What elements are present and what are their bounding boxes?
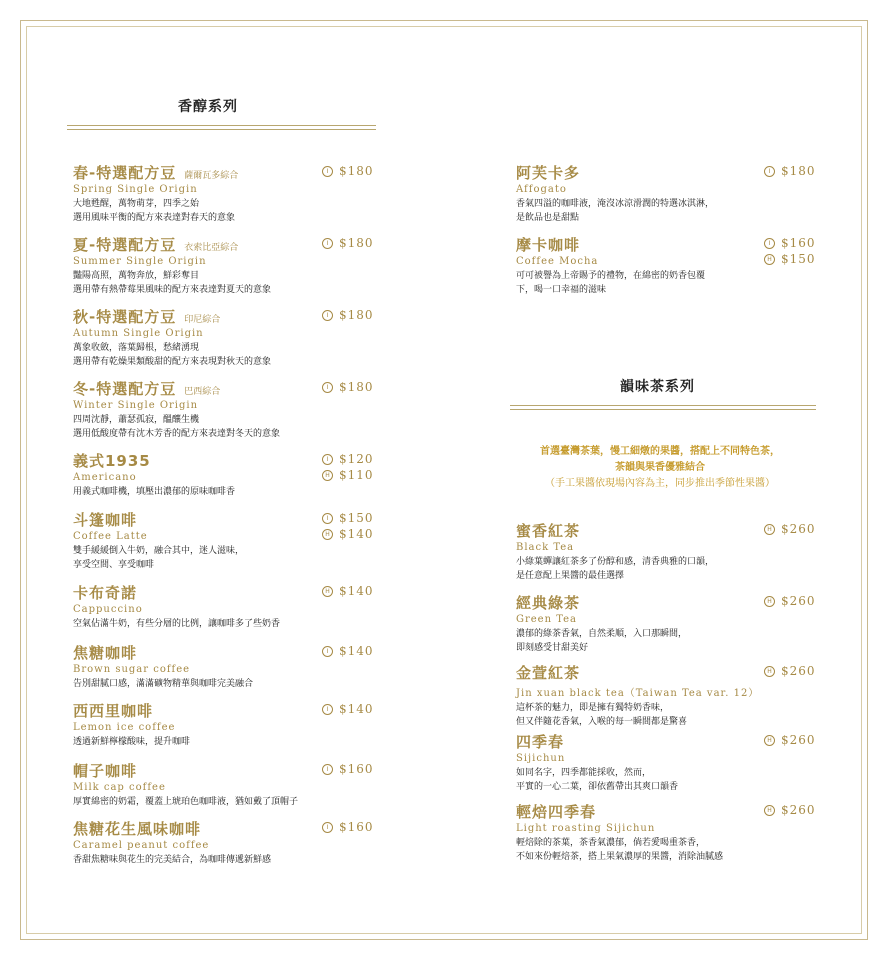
description-line: 即刻感受甘甜美好	[516, 643, 589, 653]
menu-item-english-name: Brown sugar coffee	[73, 664, 191, 675]
menu-item-header	[73, 162, 238, 183]
menu-item-english-name: Cappuccino	[73, 604, 143, 615]
price-value: $180	[781, 164, 816, 178]
menu-item-name: 西西里咖啡	[73, 702, 154, 720]
description-line: 是飲品也是甜點	[516, 213, 580, 223]
ice-badge-icon: I	[764, 166, 775, 177]
tea-intro-note: （手工果醬依現場內容為主，同步推出季節性果醬）	[545, 478, 775, 489]
menu-item-name: 秋-特選配方豆	[73, 308, 177, 326]
menu-item	[516, 162, 714, 225]
description-line: 四周沈靜，蕭瑟孤寂，醞釀生機	[73, 415, 200, 425]
price-value: $160	[781, 236, 816, 250]
menu-item-name: 金萱紅茶	[516, 664, 581, 682]
description-line: 用義式咖啡機，填壓出濃郁的原味咖啡香	[73, 487, 236, 497]
description-line: 濃郁的綠茶香氣，自然柔順，入口那瞬間，	[516, 629, 688, 639]
menu-item-name: 阿芙卡多	[516, 164, 581, 182]
menu-item-english-name: Sijichun	[516, 753, 566, 764]
description-line: 香氣四溢的咖啡液，淹沒冰涼滑潤的特選冰淇淋，	[516, 199, 715, 209]
price-row	[764, 522, 816, 536]
menu-item-header	[73, 700, 190, 721]
menu-item-header	[516, 162, 714, 183]
ice-badge-icon: I	[322, 764, 333, 775]
price-row	[764, 733, 816, 747]
ice-badge-icon: I	[322, 382, 333, 393]
hot-badge-icon: H	[322, 470, 333, 481]
price-row	[764, 594, 816, 608]
menu-item	[73, 450, 235, 499]
menu-item-origin: 印尼綜合	[184, 315, 221, 325]
menu-item	[73, 306, 271, 369]
menu-item-description	[73, 197, 238, 225]
price-value: $150	[339, 511, 374, 525]
menu-item-prices	[764, 236, 816, 268]
price-value: $140	[339, 584, 374, 598]
menu-item-name: 卡布奇諾	[73, 584, 138, 602]
menu-item-header	[73, 234, 271, 255]
menu-item	[516, 801, 723, 864]
description-line: 空氣佔滿牛奶，有些分層的比例，讓咖啡多了些奶香	[73, 619, 281, 629]
menu-item-description	[516, 836, 723, 864]
menu-item-prices	[764, 594, 816, 610]
menu-item-english-name: Autumn Single Origin	[73, 328, 204, 339]
menu-item	[516, 520, 714, 583]
menu-item-prices	[322, 644, 374, 660]
menu-item-english-name: Jin xuan black tea（Taiwan Tea var. 12）	[516, 688, 760, 699]
price-row	[322, 820, 374, 834]
menu-item-prices	[322, 164, 374, 180]
ice-badge-icon: I	[322, 454, 333, 465]
menu-item-prices	[322, 820, 374, 836]
menu-item	[73, 378, 280, 441]
price-row	[764, 664, 816, 678]
price-value: $180	[339, 308, 374, 322]
menu-item-prices	[764, 733, 816, 749]
menu-item-prices	[322, 702, 374, 718]
hot-badge-icon: H	[322, 529, 333, 540]
menu-item-name: 夏-特選配方豆	[73, 236, 177, 254]
menu-item-prices	[322, 236, 374, 252]
menu-item-header	[73, 818, 271, 839]
price-value: $260	[781, 664, 816, 678]
menu-item	[73, 162, 238, 225]
description-line: 但又伴隨花香氣，入喉的每一瞬間都是驚喜	[516, 717, 688, 727]
menu-item-header	[73, 642, 253, 663]
menu-item-description	[73, 413, 280, 441]
menu-item-english-name: Milk cap coffee	[73, 782, 166, 793]
menu-item-header	[73, 509, 244, 530]
menu-item	[73, 582, 280, 631]
price-value: $160	[339, 820, 374, 834]
ice-badge-icon: I	[322, 310, 333, 321]
tea-section-title: 韻味茶系列	[620, 379, 695, 395]
ice-badge-icon: I	[322, 166, 333, 177]
ice-badge-icon: I	[322, 238, 333, 249]
description-line: 豔陽高照，萬物奔放，鮮彩奪目	[73, 271, 200, 281]
menu-item-english-name: Light roasting Sijichun	[516, 823, 656, 834]
menu-item-description	[73, 269, 271, 297]
menu-item-english-name: Green Tea	[516, 614, 577, 625]
menu-item-name: 經典綠茶	[516, 594, 581, 612]
menu-item-description	[73, 544, 244, 572]
menu-item-description	[516, 269, 705, 297]
menu-item-description	[73, 341, 271, 369]
hot-badge-icon: H	[764, 596, 775, 607]
price-row	[322, 236, 374, 250]
hot-badge-icon: H	[764, 805, 775, 816]
menu-item-description	[73, 735, 190, 749]
menu-item	[73, 760, 298, 809]
description-line: 輕焙除的茶葉，茶香氣濃郁，倘若愛喝重茶香，	[516, 838, 706, 848]
menu-item-prices	[322, 584, 374, 600]
menu-item-english-name: Black Tea	[516, 542, 575, 553]
menu-item-description	[73, 677, 253, 691]
coffee-section-divider	[67, 125, 376, 130]
price-row	[322, 762, 374, 776]
price-row	[322, 164, 374, 178]
hot-badge-icon: H	[764, 524, 775, 535]
description-line: 厚實綿密的奶霜，覆蓋上琥珀色咖啡液，猶如戴了頂帽子	[73, 797, 299, 807]
price-row	[764, 236, 816, 250]
menu-item-description	[516, 701, 759, 729]
price-value: $150	[781, 252, 816, 266]
price-row	[322, 702, 374, 716]
hot-badge-icon: H	[322, 586, 333, 597]
menu-item-prices	[322, 511, 374, 543]
description-line: 雙手緩緩倒入牛奶，融合其中，迷人滋味，	[73, 546, 245, 556]
description-line: 香甜焦糖味與花生的完美結合，為咖啡傳遞新鮮感	[73, 855, 272, 865]
coffee-section-title: 香醇系列	[178, 99, 238, 115]
menu-item-name: 四季春	[516, 733, 565, 751]
description-line: 選用帶有熱帶莓果風味的配方來表達對夏天的意象	[73, 285, 272, 295]
price-value: $260	[781, 733, 816, 747]
tea-intro-line2: 茶韻與果香優雅結合	[615, 462, 705, 473]
price-row	[322, 584, 374, 598]
menu-item	[73, 234, 271, 297]
price-value: $110	[339, 468, 374, 482]
menu-item-name: 冬-特選配方豆	[73, 380, 177, 398]
ice-badge-icon: I	[764, 238, 775, 249]
price-value: $140	[339, 527, 374, 541]
price-value: $120	[339, 452, 374, 466]
menu-item-header	[73, 450, 235, 471]
description-line: 不如來份輕焙茶，搭上果氣濃厚的果醬，消除油膩感	[516, 852, 724, 862]
menu-item-header	[516, 234, 705, 255]
menu-item-english-name: Lemon ice coffee	[73, 722, 176, 733]
menu-item-prices	[322, 452, 374, 484]
description-line: 萬象收斂，落葉歸根，愁緒湧現	[73, 343, 200, 353]
menu-item	[73, 642, 253, 691]
menu-item-prices	[764, 522, 816, 538]
menu-item-prices	[322, 762, 374, 778]
menu-item-description	[516, 766, 678, 794]
description-line: 這杯茶的魅力，即是擁有獨特奶香味，	[516, 703, 670, 713]
description-line: 可可被譽為上帝賜予的禮物，在綿密的奶香包覆	[516, 271, 706, 281]
menu-item-description	[516, 627, 687, 655]
description-line: 選用帶有乾燥果類酸甜的配方來表現對秋天的意象	[73, 357, 272, 367]
menu-item-name: 焦糖咖啡	[73, 644, 138, 662]
menu-item-prices	[764, 803, 816, 819]
menu-item-header	[516, 520, 714, 541]
description-line: 選用風味平衡的配方來表達對春天的意象	[73, 213, 236, 223]
price-value: $180	[339, 380, 374, 394]
menu-item	[73, 509, 244, 572]
menu-item-header	[73, 306, 271, 327]
description-line: 透過新鮮檸檬酸味，提升咖啡	[73, 737, 191, 747]
description-line: 平實的一心二葉，卻依舊帶出其爽口韻香	[516, 782, 679, 792]
ice-badge-icon: I	[322, 646, 333, 657]
menu-item-english-name: Summer Single Origin	[73, 256, 207, 267]
menu-item-prices	[322, 380, 374, 396]
price-row	[322, 380, 374, 394]
price-row	[764, 803, 816, 817]
menu-item-header	[516, 592, 687, 613]
menu-item-english-name: Spring Single Origin	[73, 184, 198, 195]
price-row	[322, 308, 374, 322]
description-line: 告別甜膩口感，滿滿礦物精華與咖啡完美融合	[73, 679, 254, 689]
menu-item-header	[516, 801, 723, 822]
ice-badge-icon: I	[322, 513, 333, 524]
description-line: 大地甦醒，萬物萌芽，四季之始	[73, 199, 200, 209]
menu-item-name: 焦糖花生風味咖啡	[73, 820, 202, 838]
menu-item-origin: 薩爾瓦多綜合	[184, 171, 239, 181]
menu-item-header	[73, 378, 280, 399]
menu-item	[516, 592, 687, 655]
menu-item-header	[516, 662, 759, 683]
menu-item-name: 春-特選配方豆	[73, 164, 177, 182]
price-value: $140	[339, 702, 374, 716]
price-value: $160	[339, 762, 374, 776]
menu-item-name: 義式1935	[73, 452, 151, 470]
menu-item-prices	[764, 164, 816, 180]
menu-item-origin: 衣索比亞綜合	[184, 243, 239, 253]
menu-item-name: 帽子咖啡	[73, 762, 138, 780]
price-value: $180	[339, 236, 374, 250]
description-line: 選用低酸度帶有沈木芳香的配方來表達對冬天的意象	[73, 429, 281, 439]
menu-item-name: 斗篷咖啡	[73, 511, 138, 529]
hot-badge-icon: H	[764, 735, 775, 746]
ice-badge-icon: I	[322, 704, 333, 715]
price-value: $260	[781, 594, 816, 608]
price-value: $140	[339, 644, 374, 658]
menu-item	[516, 234, 705, 297]
menu-item-description	[516, 555, 714, 583]
menu-item	[73, 818, 271, 867]
menu-item-english-name: Coffee Mocha	[516, 256, 599, 267]
menu-item-prices	[764, 664, 816, 680]
tea-section-divider	[510, 405, 816, 410]
menu-item-header	[73, 760, 298, 781]
hot-badge-icon: H	[764, 666, 775, 677]
menu-item-prices	[322, 308, 374, 324]
price-value: $260	[781, 522, 816, 536]
menu-item-description	[73, 853, 271, 867]
tea-intro	[510, 444, 810, 492]
description-line: 下，喝一口幸福的滋味	[516, 285, 607, 295]
menu-item	[516, 731, 678, 794]
hot-badge-icon: H	[764, 254, 775, 265]
menu-item-english-name: Affogato	[516, 184, 567, 195]
price-value: $260	[781, 803, 816, 817]
price-row	[764, 164, 816, 178]
description-line: 是任意配上果醬的最佳選擇	[516, 571, 625, 581]
menu-item-english-name: Caramel peanut coffee	[73, 840, 210, 851]
menu-item	[516, 662, 759, 729]
menu-item-origin: 巴西綜合	[184, 387, 221, 397]
menu-item-name: 蜜香紅茶	[516, 522, 581, 540]
price-row	[322, 468, 374, 482]
menu-item-header	[73, 582, 280, 603]
menu-item-english-name: Americano	[73, 472, 137, 483]
price-row	[322, 644, 374, 658]
menu-item-name: 輕焙四季春	[516, 803, 597, 821]
menu-item-english-name: Coffee Latte	[73, 531, 148, 542]
menu-item-description	[73, 795, 298, 809]
price-value: $180	[339, 164, 374, 178]
price-row	[764, 252, 816, 266]
menu-item-name: 摩卡咖啡	[516, 236, 581, 254]
price-row	[322, 511, 374, 525]
description-line: 如同名字，四季都能採收，然而，	[516, 768, 652, 778]
description-line: 享受空間、享受咖啡	[73, 560, 155, 570]
ice-badge-icon: I	[322, 822, 333, 833]
menu-item	[73, 700, 190, 749]
menu-item-description	[73, 485, 235, 499]
price-row	[322, 527, 374, 541]
menu-item-english-name: Winter Single Origin	[73, 400, 199, 411]
menu-item-header	[516, 731, 678, 752]
menu-item-description	[516, 197, 714, 225]
menu-item-description	[73, 617, 280, 631]
description-line: 小綠葉蟬讓紅茶多了份醇和感，清香典雅的口韻，	[516, 557, 715, 567]
price-row	[322, 452, 374, 466]
tea-intro-line1: 首選臺灣茶葉，慢工細燉的果醬，搭配上不同特色茶，	[540, 446, 780, 457]
